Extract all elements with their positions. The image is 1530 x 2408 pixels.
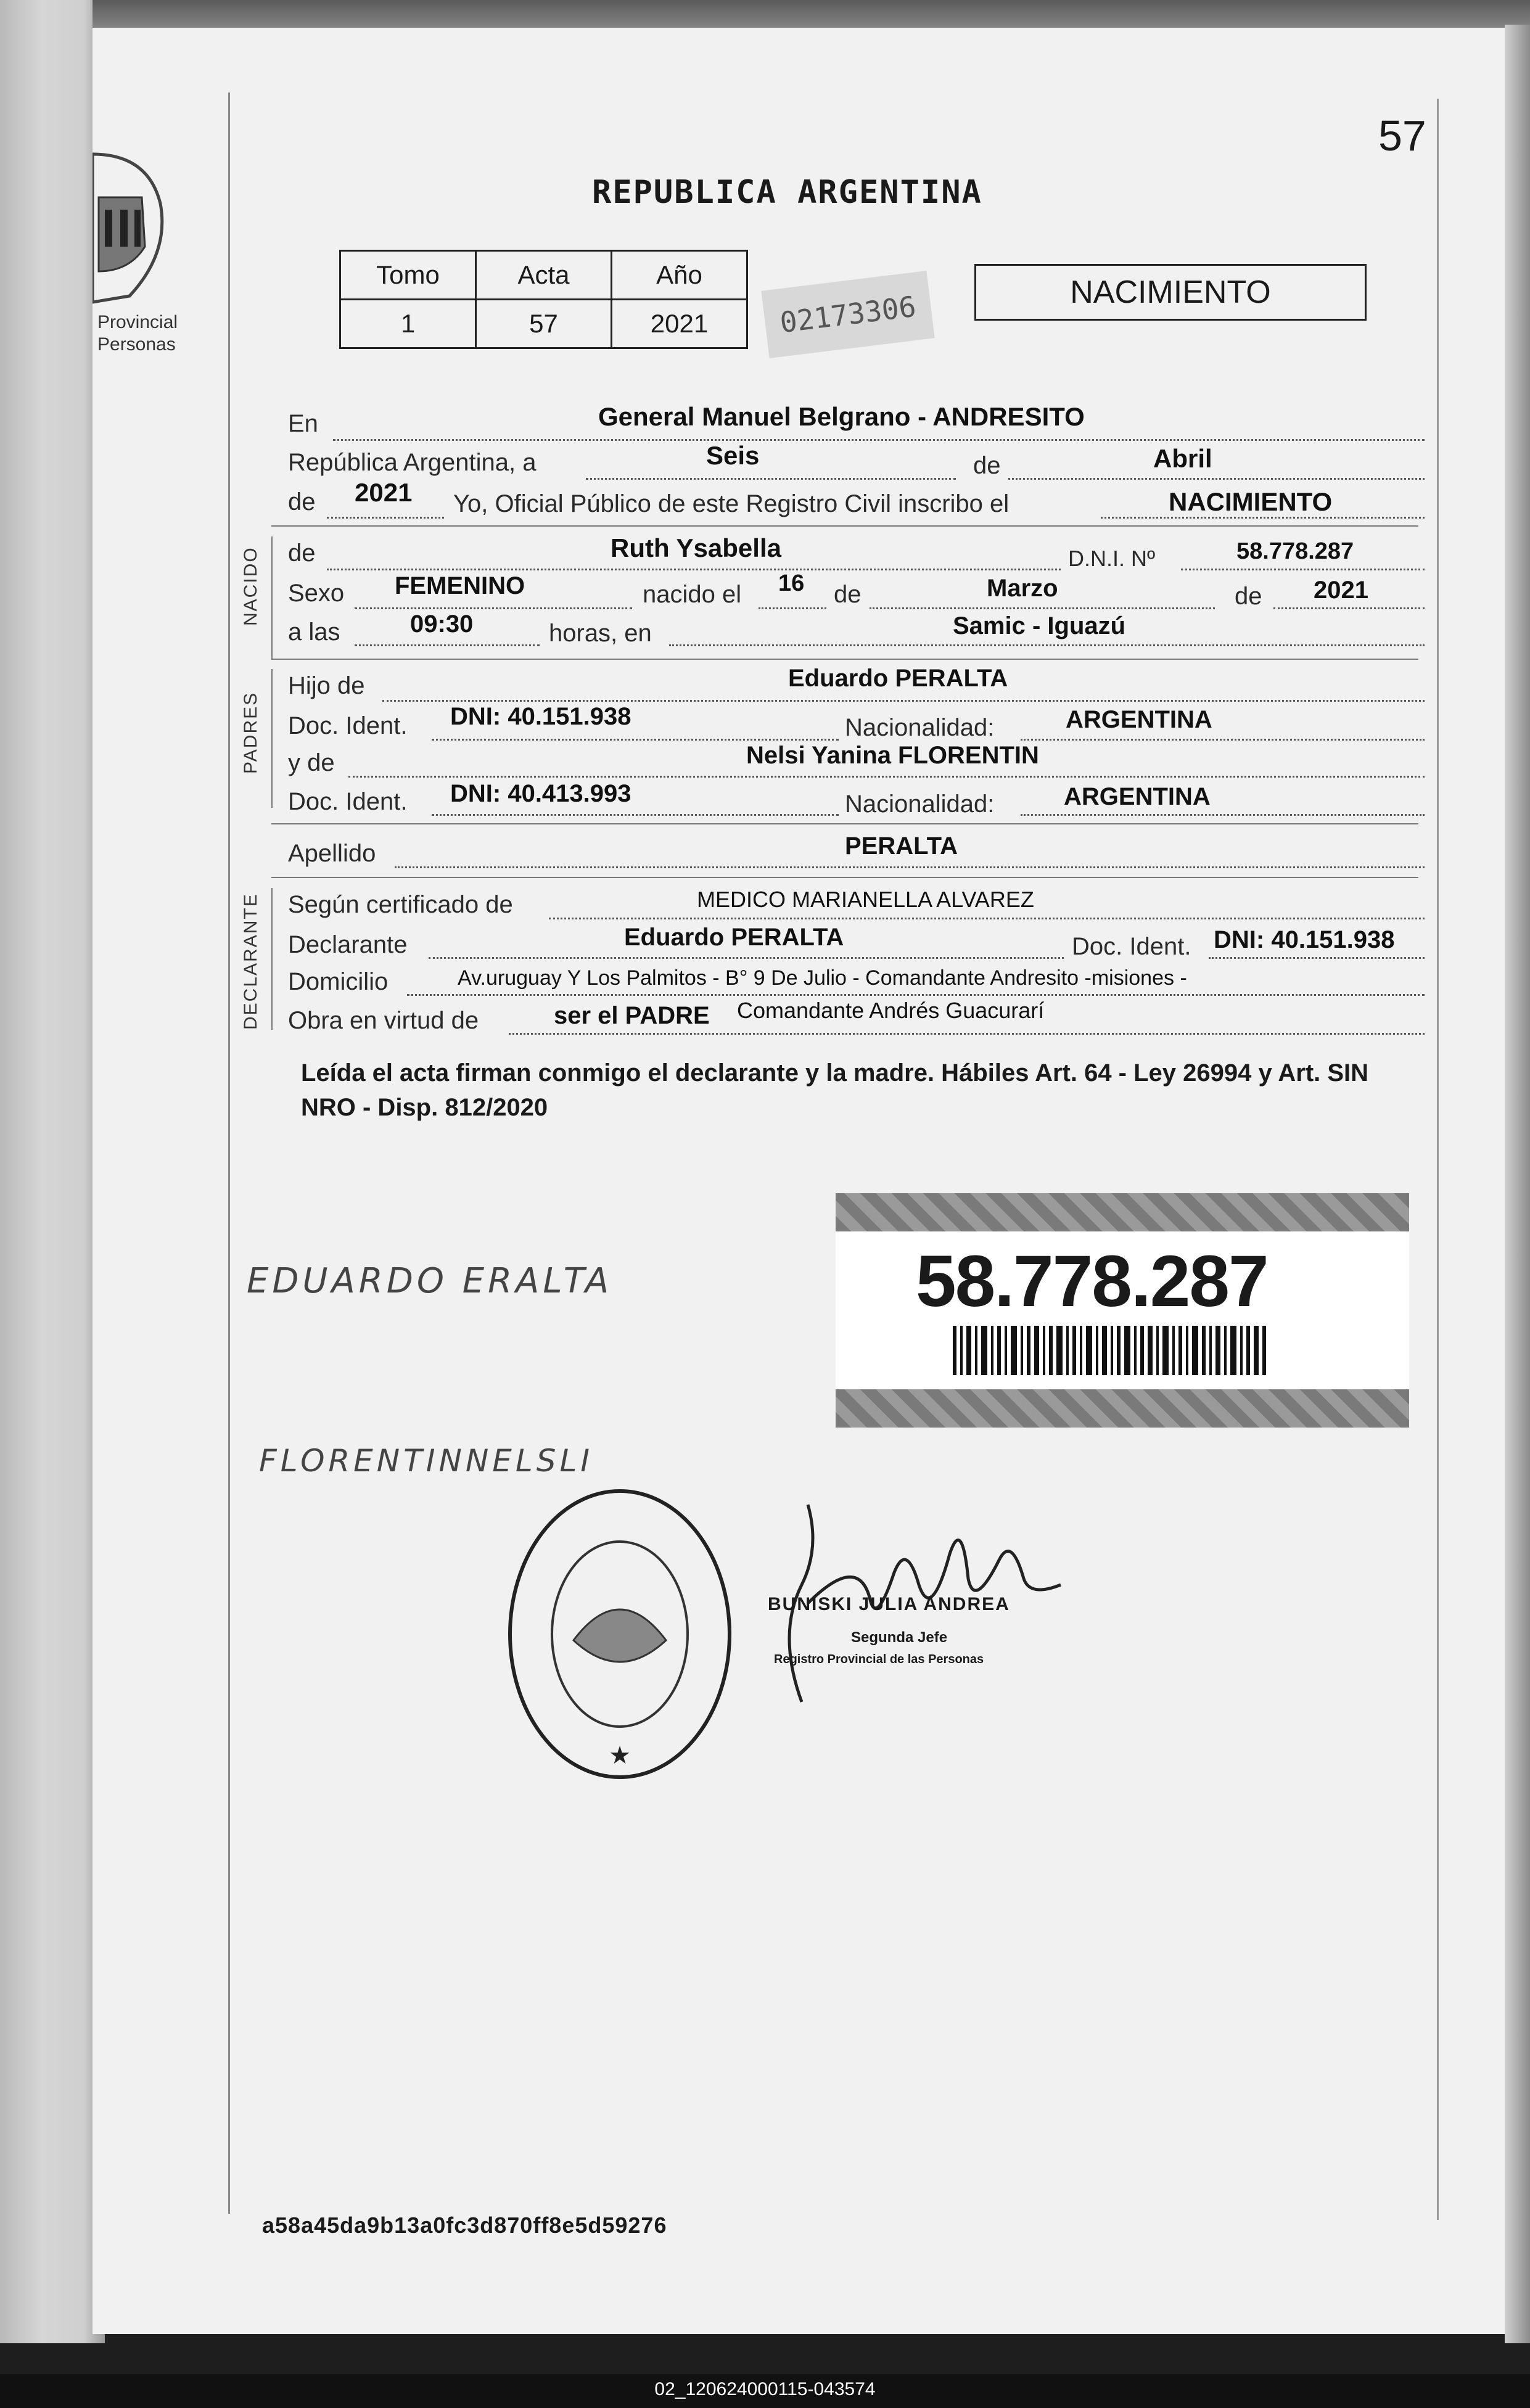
separator (271, 877, 1418, 878)
month-value: Abril (1153, 444, 1212, 473)
register-header-tomo: Tomo (340, 251, 476, 300)
sticker-pattern-bottom (836, 1389, 1409, 1428)
right-page-edge (1505, 25, 1530, 2343)
de-label: de (973, 452, 1001, 479)
en-dots (333, 439, 1425, 441)
sticker-pattern-top (836, 1193, 1409, 1231)
father-dots (382, 700, 1425, 702)
birth-day: 16 (778, 570, 805, 596)
domicilio-label: Domicilio (288, 968, 389, 995)
de-label-2: de (834, 581, 862, 608)
mother-nationality: ARGENTINA (1064, 783, 1211, 810)
separator (271, 823, 1418, 824)
signer-role: Segunda Jefe (851, 1629, 948, 1646)
declarante-bracket (271, 888, 273, 1030)
declarante-label: Declarante (288, 931, 408, 958)
father-doc-dots (432, 739, 839, 741)
inscribe-value: NACIMIENTO (1169, 487, 1333, 516)
nacido-section-label: NACIDO (241, 546, 261, 626)
mother-dots (348, 776, 1425, 778)
dni-dots (1181, 569, 1425, 570)
apellido-label: Apellido (288, 840, 376, 867)
obra-value: ser el PADRE (554, 1002, 710, 1029)
crest-caption: Provincial Personas (97, 312, 178, 355)
register-header-anio: Año (612, 251, 747, 300)
sexo-dots (355, 607, 632, 609)
de2-label: de (288, 488, 316, 516)
sexo-label: Sexo (288, 580, 345, 607)
child-dni: 58.778.287 (1236, 538, 1354, 564)
separator (271, 659, 1418, 660)
document-page (93, 28, 1505, 2334)
year-dots (327, 517, 444, 519)
name-dots (327, 569, 1061, 570)
register-value-acta: 57 (476, 300, 612, 348)
dom-dots (407, 994, 1425, 996)
country-title: REPUBLICA ARGENTINA (592, 174, 982, 211)
doc-ident-label-2: Doc. Ident. (288, 788, 408, 815)
father-nat-dots (1021, 739, 1425, 741)
closing-text: Leída el acta firman conmigo el declarante y la madre. Hábiles Art. 64 - Ley 26994 y Art. SIN NRO - Disp. 812/2020 (301, 1059, 1369, 1121)
oficial-text: Yo, Oficial Público de este Registro Civil inscribo el (453, 490, 1010, 517)
father-nationality: ARGENTINA (1066, 706, 1212, 733)
apellido-value: PERALTA (845, 832, 958, 860)
month-dots (1008, 478, 1425, 480)
page-number: 57 (1378, 112, 1426, 160)
y-de-label: y de (288, 749, 335, 776)
declarante-value: Eduardo PERALTA (624, 924, 844, 951)
decl-dots (429, 957, 1064, 959)
father-doc: DNI: 40.151.938 (450, 703, 631, 730)
register-header-acta: Acta (476, 251, 612, 300)
cert-label: Según certificado de (288, 891, 513, 918)
father-name: Eduardo PERALTA (788, 665, 1008, 692)
day-dots (586, 478, 956, 480)
mother-doc: DNI: 40.413.993 (450, 780, 631, 807)
document-hash: a58a45da9b13a0fc3d870ff8e5d59276 (262, 2213, 667, 2238)
birth-place: Samic - Iguazú (953, 612, 1126, 639)
nacionalidad-label-2: Nacionalidad: (845, 791, 995, 818)
day-value: Seis (706, 441, 760, 470)
signer-name: BUNISKI JULIA ANDREA (768, 1594, 1010, 1614)
father-handwritten-signature: EDUARDO ERALTA (247, 1261, 613, 1301)
birth-year: 2021 (1314, 577, 1368, 604)
mother-doc-dots (432, 814, 839, 816)
cert-dots (549, 918, 1425, 919)
padres-section-label: PADRES (241, 691, 261, 774)
register-table (339, 250, 748, 349)
separator (271, 525, 1418, 527)
sexo-value: FEMENINO (395, 572, 525, 599)
scan-file-code: 02_120624000115-043574 (654, 2379, 876, 2399)
mother-nat-dots (1021, 814, 1425, 816)
cert-value: MEDICO MARIANELLA ALVAREZ (697, 887, 1034, 912)
birth-month: Marzo (987, 575, 1058, 602)
declarante-doc-label: Doc. Ident. (1072, 933, 1191, 960)
en-value: General Manuel Belgrano - ANDRESITO (598, 402, 1085, 431)
dni-label: D.N.I. Nº (1068, 546, 1156, 571)
year-value: 2021 (355, 478, 413, 507)
barcode-icon (953, 1326, 1267, 1375)
svg-text:★: ★ (609, 1742, 631, 1769)
obra-dots (509, 1033, 1425, 1035)
obra-label: Obra en virtud de (288, 1007, 479, 1034)
signer-organization: Registro Provincial de las Personas (774, 1653, 984, 1666)
inscribe-dots (1101, 517, 1425, 519)
birth-month-dots (870, 607, 1215, 609)
de-label-3: de (1235, 583, 1262, 610)
left-margin-line (228, 92, 230, 2214)
domicilio-value: Av.uruguay Y Los Palmitos - B° 9 De Julio - Comandante Andresito -misiones - (458, 966, 1187, 990)
declarante-section-label: DECLARANTE (241, 893, 261, 1030)
mother-handwritten-signature: FLORENTINNELSLI (259, 1443, 594, 1479)
hijo-de-label: Hijo de (288, 672, 365, 699)
register-value-tomo: 1 (340, 300, 476, 348)
official-stamp-icon (506, 1486, 734, 1782)
en-label: En (288, 410, 318, 437)
serial-stamp: 02173306 (761, 271, 934, 358)
nacionalidad-label: Nacionalidad: (845, 714, 995, 741)
decl-doc-dots (1209, 957, 1425, 959)
obra-place: Comandante Andrés Guacurarí (737, 998, 1045, 1023)
nacido-bracket (271, 536, 273, 660)
mother-name: Nelsi Yanina FLORENTIN (746, 742, 1039, 769)
child-name: Ruth Ysabella (611, 533, 781, 562)
sticker-dni-number: 58.778.287 (916, 1241, 1268, 1322)
alas-label: a las (288, 618, 340, 646)
dni-sticker (836, 1193, 1409, 1428)
place-dots (669, 644, 1425, 646)
horas-label: horas, en (549, 620, 652, 647)
left-page-edge (0, 0, 105, 2343)
apellido-dots (395, 866, 1425, 868)
provincial-crest-icon (93, 148, 179, 308)
nacido-el-label: nacido el (643, 581, 742, 608)
right-margin-line (1437, 99, 1439, 2220)
top-edge (93, 0, 1530, 31)
birth-time: 09:30 (410, 610, 474, 638)
time-dots (355, 644, 540, 646)
act-type-box: NACIMIENTO (974, 264, 1367, 321)
birth-day-dots (759, 607, 826, 609)
birth-year-dots (1273, 607, 1425, 609)
republica-label: República Argentina, a (288, 449, 537, 476)
doc-ident-label: Doc. Ident. (288, 712, 408, 739)
padres-bracket (271, 669, 273, 808)
register-value-anio: 2021 (612, 300, 747, 348)
nacido-de-label: de (288, 540, 316, 567)
declarante-doc: DNI: 40.151.938 (1214, 926, 1395, 953)
